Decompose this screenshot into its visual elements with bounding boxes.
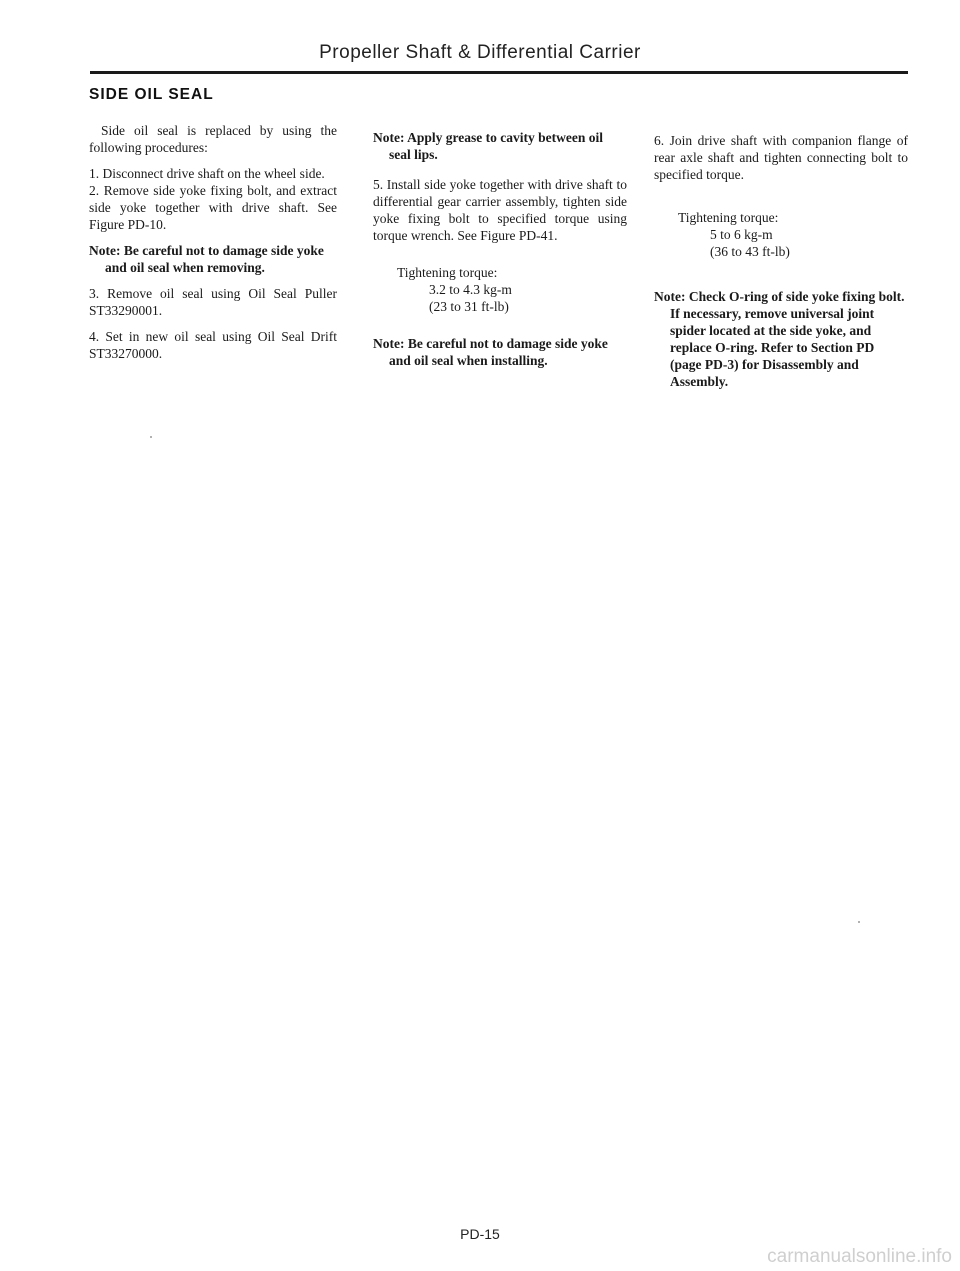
column-3: [654, 132, 908, 390]
torque-imperial: (36 to 43 ft-lb): [710, 244, 790, 259]
page-header-title: Propeller Shaft & Differential Carrier: [319, 42, 641, 63]
step-4: 4. Set in new oil seal using Oil Seal Drift ST33270000.: [89, 329, 337, 361]
intro-paragraph: Side oil seal is replaced by using the following procedures:: [89, 123, 337, 155]
column-1: [89, 122, 337, 362]
step-5: 5. Install side yoke together with drive shaft to differential gear carrier assembly, tighten side yoke fixing bolt to specified torque using torque wrench. See Figure PD-41.: [373, 177, 627, 243]
scan-speck: [150, 436, 152, 438]
note-o-ring: Note: Check O-ring of side yoke fixing bolt. If necessary, remove universal joint spider located at the side yoke, and replace O-ring. Refer to Section PD (page PD-3) for Disassembly and Assembly.: [654, 289, 905, 389]
section-heading: SIDE OIL SEAL: [89, 86, 214, 103]
note-installing: Note: Be careful not to damage side yoke and oil seal when installing.: [373, 336, 608, 368]
note-removing: Note: Be careful not to damage side yoke and oil seal when removing.: [89, 243, 324, 275]
column-2: [373, 129, 627, 369]
torque-metric: 5 to 6 kg-m: [710, 227, 773, 242]
torque-imperial: (23 to 31 ft-lb): [429, 299, 509, 314]
step-6: 6. Join drive shaft with companion flange of rear axle shaft and tighten connecting bolt to specified torque.: [654, 133, 908, 182]
step-3: 3. Remove oil seal using Oil Seal Puller ST33290001.: [89, 286, 337, 318]
torque-label: Tightening torque:: [678, 210, 779, 225]
step-1: 1. Disconnect drive shaft on the wheel side.: [89, 166, 325, 181]
step-2: 2. Remove side yoke fixing bolt, and extract side yoke together with drive shaft. See Figure PD-10.: [89, 183, 337, 232]
torque-metric: 3.2 to 4.3 kg-m: [429, 282, 512, 297]
header-rule: [90, 71, 908, 74]
page-number: PD-15: [460, 1226, 500, 1242]
torque-label: Tightening torque:: [397, 265, 498, 280]
note-grease: Note: Apply grease to cavity between oil seal lips.: [373, 130, 603, 162]
scan-speck: [858, 921, 860, 923]
watermark: carmanualsonline.info: [767, 1246, 952, 1267]
